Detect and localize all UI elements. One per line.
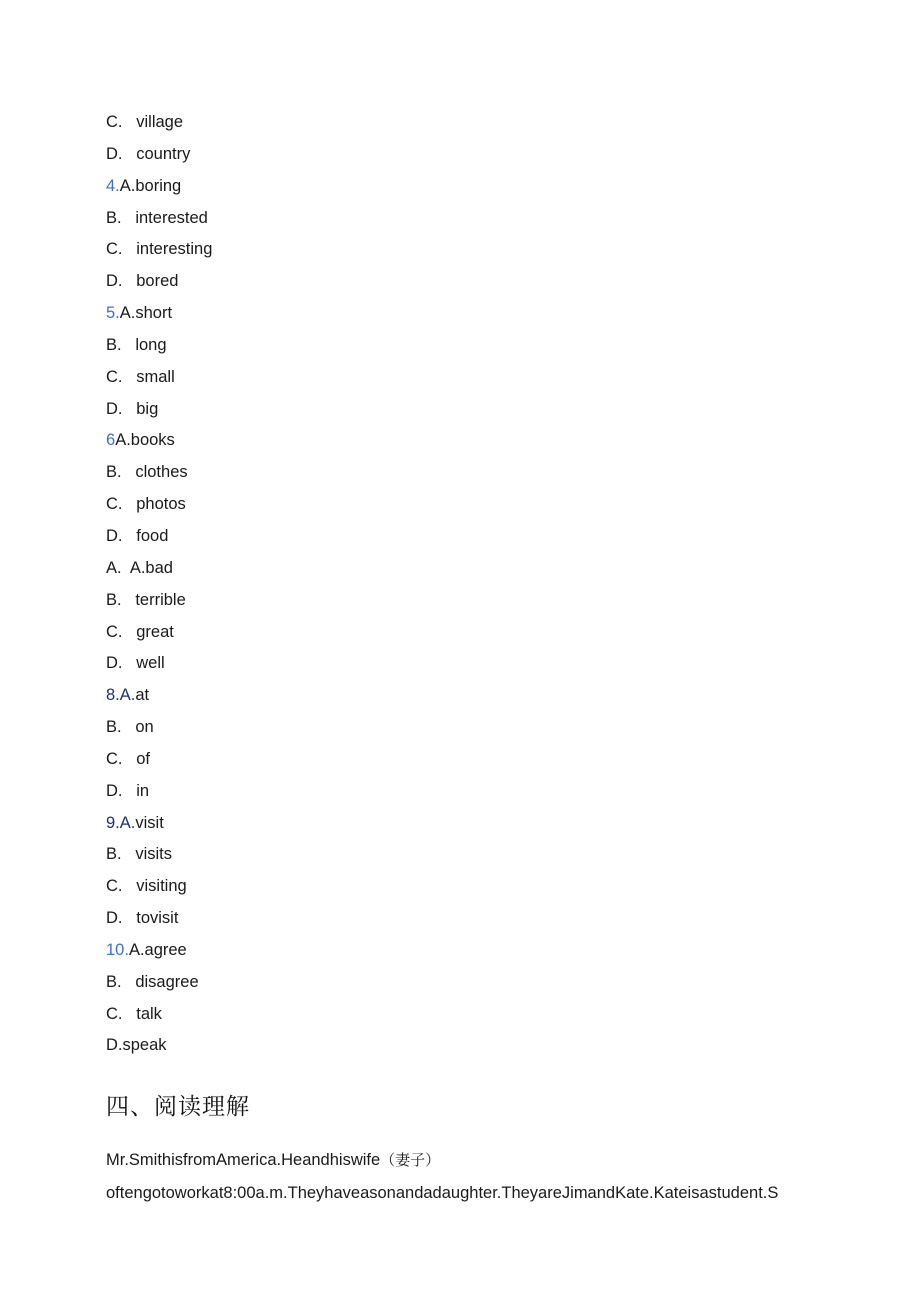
option-line [106,874,212,906]
option-line [106,747,212,779]
option-text: B. clothes [106,463,188,482]
question-number: 5. [106,304,120,323]
option-text: C. visiting [106,877,187,896]
option-text: C. photos [106,495,186,514]
option-text: at [135,686,150,705]
section-title: 四、阅读理解 [106,1094,250,1120]
reading-passage [106,1144,906,1210]
option-text: D. well [106,654,165,673]
option-text: B. terrible [106,590,186,609]
option-line [106,142,212,174]
option-text: A.books [115,431,175,450]
option-text: B. long [106,335,167,354]
option-text: visit [135,813,164,832]
option-line [106,174,212,206]
option-text: A.short [119,304,173,323]
option-text: D. bored [106,272,179,291]
option-line [106,938,212,970]
question-number: 4. [106,176,120,195]
option-line [106,651,212,683]
option-line [106,842,212,874]
option-text: A. A.bad [106,558,173,577]
option-line [106,397,212,429]
option-line [106,620,212,652]
option-line [106,206,212,238]
option-text: C. great [106,622,174,641]
option-line [106,110,212,142]
option-text: D. big [106,399,159,418]
question-number: 6 [106,431,116,450]
option-text: D.speak [106,1036,167,1055]
option-line [106,779,212,811]
question-number: 8.A. [106,686,136,705]
question-number: 10. [106,940,129,959]
option-line [106,906,212,938]
option-text: D. country [106,144,191,163]
passage-line-1-gloss: （妻子） [380,1151,441,1169]
answer-options-list [106,110,212,1065]
option-line [106,365,212,397]
passage-line-1 [106,1144,906,1177]
option-line [106,460,212,492]
option-line [106,715,212,747]
option-line [106,588,212,620]
option-line [106,556,212,588]
option-line [106,492,212,524]
passage-line-2: oftengotoworkat8:00a.m.Theyhaveasonandadaughter.TheyareJimandKate.Kateisastudent.S [106,1184,779,1202]
option-line [106,269,212,301]
option-line [106,1033,212,1065]
option-text: C. interesting [106,240,213,259]
option-line [106,301,212,333]
option-text: C. village [106,113,184,131]
option-text: D. tovisit [106,909,179,928]
option-text: D. food [106,526,169,545]
option-text: B. interested [106,208,208,227]
option-line [106,970,212,1002]
option-line [106,333,212,365]
option-line [106,1002,212,1034]
option-text: B. on [106,718,154,737]
option-line [106,683,212,715]
option-text: B. disagree [106,972,199,991]
option-text: C. small [106,367,175,386]
option-text: B. visits [106,845,173,864]
option-text: D. in [106,781,150,800]
question-number: 9.A. [106,813,136,832]
option-text: A.agree [128,940,187,959]
passage-line-1-text: Mr.SmithisfromAmerica.Heandhiswife [106,1151,381,1169]
option-text: C. of [106,749,151,768]
option-text: A.boring [119,176,182,195]
option-line [106,237,212,269]
option-line [106,428,212,460]
option-text: C. talk [106,1004,162,1023]
option-line [106,811,212,843]
option-line [106,524,212,556]
